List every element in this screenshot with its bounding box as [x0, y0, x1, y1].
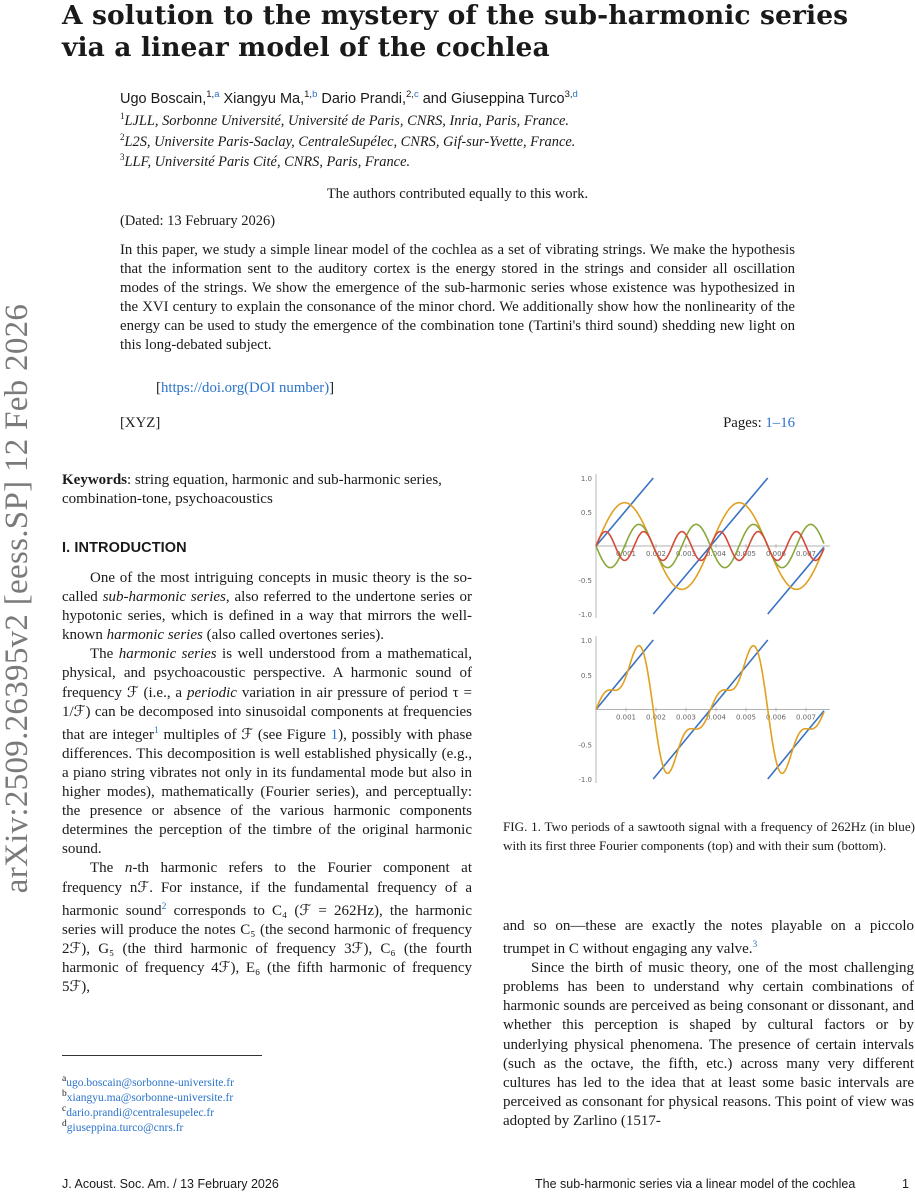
text-run: -th harmonic refers to the Fourier component at frequency nℱ. For instance, if the fundamental frequency of a harmonic sound — [62, 860, 472, 919]
author-affil-sup: 2, — [406, 89, 414, 100]
y-tick-label: -0.5 — [578, 741, 592, 750]
footnote-letter: b — [62, 1089, 67, 1099]
text-run: variation in air pressure of period τ = 1/ℱ) can be decomposed into sinusoidal components at frequencies that are integer — [62, 684, 473, 743]
doi-bracket: ] — [329, 380, 335, 396]
figure-caption: FIG. 1. Two periods of a sawtooth signal with a frequency of 262Hz (in blue) with its first three Fourier components (top) and with their sum (bottom). — [503, 819, 915, 854]
text-run: harmonic series — [106, 627, 203, 644]
affiliation — [120, 152, 410, 171]
series-line-sawtooth — [596, 478, 653, 546]
text-run: harmonic series — [118, 646, 217, 663]
affiliation — [120, 132, 575, 151]
x-tick-label: 0.005 — [735, 550, 757, 558]
y-tick-label: 1.0 — [580, 637, 592, 645]
paragraph: Since the birth of music theory, one of the most challenging problems has been to understand why certain combinations of harmonic sounds are perceived as being consonant or dissonant, and whether this perception is shaped by cultural factors or by underlying physical phenomena. The presence of certain intervals (such as the octave, the fifth, etc.) across many very different cultures has led to the idea that at least some basic intervals are perceived as consonant for physical reasons. This point of view was adopted by Zarlino (1517- — [503, 960, 914, 1129]
text-run: and so on—these are exactly the notes playable on a piccolo trumpet in C without engaging any valve. — [503, 918, 914, 958]
affiliation-number: 3 — [120, 152, 125, 162]
y-tick-label: 0.5 — [580, 671, 592, 680]
x-tick-label: 0.004 — [705, 713, 727, 722]
footnote-link[interactable]: 3 — [752, 940, 758, 951]
footnote — [62, 1074, 234, 1089]
text-run: sub-harmonic series — [102, 589, 226, 606]
paragraph — [62, 859, 472, 997]
affiliation — [120, 111, 569, 130]
footnote — [62, 1104, 214, 1119]
y-tick-label: 0.5 — [580, 509, 592, 517]
text-run: n — [124, 860, 133, 877]
author-name: and Giuseppina Turco — [422, 90, 565, 107]
affiliation-number: 1 — [120, 111, 125, 121]
arxiv-id-text: arXiv:2509.26395v2 [eess.SP] 12 Feb 2026 — [0, 303, 36, 893]
dated-line: (Dated: 13 February 2026) — [120, 213, 276, 229]
text-run: The — [90, 646, 119, 663]
series-line-sawtooth — [596, 640, 653, 710]
x-tick-label: 0.004 — [705, 550, 727, 558]
x-tick-label: 0.007 — [795, 550, 817, 558]
author-list — [120, 89, 578, 107]
keywords-text: : string equation, harmonic and sub-harmonic series, combination-tone, psychoacoustics — [62, 472, 442, 508]
affiliation-text: LJLL, Sorbonne Université, Université de Paris, CNRS, Inria, Paris, France. — [124, 112, 569, 129]
footer-page-number: 1 — [902, 1177, 909, 1191]
x-tick-label: 0.006 — [765, 713, 787, 722]
x-tick-label: 0.001 — [615, 713, 637, 722]
intro-right-column — [503, 917, 914, 1131]
text-run: (also called overtones series). — [202, 627, 385, 644]
text-run: is well understood from a mathematical, physical, and psychoacoustic perspective. A harmonic sound of frequency ℱ (i.e., a — [62, 646, 472, 701]
footnote — [62, 1089, 233, 1104]
doi-link[interactable]: https://doi.org(DOI number) — [160, 380, 330, 396]
author-affil-sup: 1, — [304, 89, 313, 100]
author-affil-sup: 3, — [564, 89, 573, 100]
email-link[interactable]: giuseppina.turco@cnrs.fr — [66, 1121, 184, 1134]
paragraph — [62, 569, 472, 645]
text-run: , also referred to the undertone series or hypotonic series, which is defined in a way that mirrors the well-known — [62, 589, 472, 644]
author-affil-sup: 1, — [206, 89, 215, 100]
figure-link[interactable]: 1 — [330, 726, 339, 743]
y-tick-label: -1.0 — [578, 776, 592, 784]
affiliation-text: L2S, Universite Paris-Saclay, CentraleSupélec, CNRS, Gif-sur-Yvette, France. — [124, 133, 576, 150]
arxiv-stamp — [0, 288, 38, 908]
author-name: Ugo Boscain, — [120, 90, 207, 107]
text-run: periodic — [186, 684, 237, 701]
pages-link[interactable]: 1–16 — [765, 415, 795, 431]
x-tick-label: 0.001 — [615, 550, 637, 558]
text-run: corresponds to C₄ (ℱ = 262Hz), the harmonic series will produce the notes C₅ (the second harmonic of frequency 2ℱ), G₅ (the third harmonic of frequency 3ℱ), C₆ (the fourth harmonic of frequency 4ℱ), E₆ (the fifth harmonic of frequency 5ℱ), — [62, 902, 473, 995]
keywords-label: Keywords — [62, 472, 127, 488]
footnote-link[interactable]: 2 — [161, 901, 167, 912]
email-link[interactable]: ugo.boscain@sorbonne-universite.fr — [66, 1076, 234, 1089]
abstract: In this paper, we study a simple linear model of the cochlea as a set of vibrating strings. We make the hypothesis that the information sent to the auditory cortex is the energy stored in the strings and consider all oscillation modes of the strings. We show the emergence of the sub-harmonic series whose existence was hypothesized in the XVI century to explain the consonance of the minor chord. We additionally show how the nonlinearity of the energy can be used to study the emergence of the combination tone (Tartini's third sound) shedding new light on this long-debated subject. — [120, 242, 795, 354]
footer-running-title: The sub-harmonic series via a linear model of the cochlea — [535, 1177, 856, 1191]
y-tick-label: -1.0 — [578, 611, 592, 619]
author-email-link[interactable]: d — [572, 89, 578, 100]
text-run: multiples of ℱ (see Figure — [158, 726, 331, 743]
text-run: ), possibly with phase differences. This decomposition is well established physically (e.g., a piano string vibrates not only in its fundamental mode but also in higher modes), mathematically (Fourier series), and perceptually: the presence or absence of the various harmonic components determines the perception of the timbre of the original harmonic sound. — [62, 726, 473, 858]
figure-1-bottom-chart — [572, 632, 844, 787]
footnote-rule — [62, 1055, 262, 1056]
x-tick-label: 0.005 — [735, 713, 757, 722]
section-heading: I. INTRODUCTION — [62, 540, 187, 556]
email-link[interactable]: dario.prandi@centralesupelec.fr — [66, 1106, 215, 1119]
author-name: Xiangyu Ma, — [223, 90, 305, 107]
text-run: The — [90, 860, 125, 877]
footnote-letter: a — [62, 1074, 67, 1084]
paper-title: A solution to the mystery of the sub-harmonic series via a linear model of the cochlea — [62, 0, 849, 63]
footnote — [62, 1119, 183, 1134]
author-email-link[interactable]: b — [312, 89, 318, 100]
pages-label: Pages: — [723, 415, 762, 431]
footnote-link[interactable]: 1 — [153, 725, 159, 736]
author-email-link[interactable]: a — [214, 89, 220, 100]
pages-info — [723, 415, 795, 432]
text-run: One of the most intriguing concepts in music theory is the so-called — [62, 570, 472, 606]
intro-left-column — [62, 569, 472, 997]
author-name: Dario Prandi, — [321, 90, 407, 107]
paragraph — [62, 645, 472, 859]
x-tick-label: 0.002 — [645, 550, 667, 558]
email-link[interactable]: xiangyu.ma@sorbonne-universite.fr — [66, 1091, 234, 1104]
y-tick-label: 1.0 — [580, 475, 592, 483]
affiliation-number: 2 — [120, 132, 125, 142]
paragraph — [503, 917, 914, 959]
footnote-letter: c — [62, 1104, 67, 1114]
doi-bracket: [ — [156, 380, 161, 396]
x-tick-label: 0.003 — [675, 550, 697, 558]
y-tick-label: -0.5 — [578, 577, 592, 585]
x-tick-label: 0.006 — [765, 550, 787, 558]
footer-journal: J. Acoust. Soc. Am. / 13 February 2026 — [62, 1177, 279, 1191]
figure-1-top-chart — [572, 470, 844, 622]
footnote-letter: d — [62, 1119, 67, 1129]
author-email-link[interactable]: c — [413, 89, 419, 100]
x-tick-label: 0.007 — [795, 713, 817, 722]
contribution-note: The authors contributed equally to this work. — [326, 186, 589, 202]
xyz-label: [XYZ] — [120, 415, 161, 431]
affiliation-text: LLF, Université Paris Cité, CNRS, Paris, France. — [124, 153, 411, 170]
keywords — [62, 471, 472, 509]
x-tick-label: 0.002 — [645, 713, 667, 722]
doi-line — [156, 380, 334, 397]
x-tick-label: 0.003 — [675, 713, 697, 722]
